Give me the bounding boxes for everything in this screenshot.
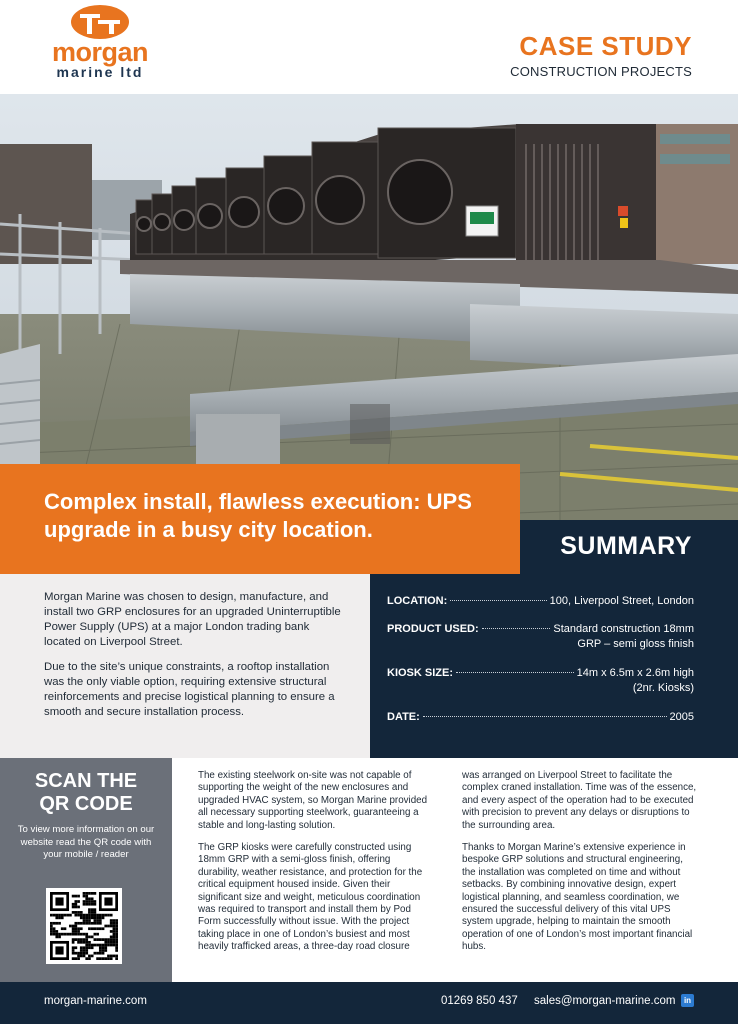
intro-paragraph-1: Morgan Marine was chosen to design, manufacture, and install two GRP enclosures for an upgraded Uninterruptible Power Supply (UPS) at a major London trading bank located on Liverpool Street.: [44, 591, 341, 648]
summary-value: 2005: [669, 711, 694, 723]
linkedin-icon[interactable]: in: [681, 994, 694, 1007]
summary-title: SUMMARY: [560, 532, 692, 560]
headline-band: [0, 464, 520, 574]
page-header: [0, 0, 738, 94]
dotted-leader: [423, 716, 667, 717]
summary-value: Standard construction 18mm: [553, 623, 694, 635]
dotted-leader: [456, 672, 574, 673]
intro-paragraph-2: Due to the site’s unique constraints, a rooftop installation was the only viable option, requiring extensive structural reinforcements and precise logistical planning to ensure a smooth and secure installation process.: [44, 661, 335, 718]
body-paragraph: Thanks to Morgan Marine’s extensive experience in bespoke GRP solutions and structural engineering, the installation was completed on time and without setbacks. By combining innovative design, expert logistical planning, and seamless coordination, we ensured the successful delivery of this vital UPS system upgrade, helping to maintain the smooth operation of one of London’s most important financial hubs.: [462, 842, 693, 953]
summary-row-kiosk-size: [387, 666, 694, 696]
headline: Complex install, flawless execution: UPS upgrade in a busy city location.: [44, 489, 472, 542]
summary-value: 14m x 6.5m x 2.6m high: [576, 667, 694, 679]
summary-row-date: [387, 710, 694, 725]
qr-title-line2: QR CODE: [39, 793, 133, 815]
body-paragraph: The existing steelwork on-site was not capable of supporting the weight of the new enclosures and upgraded HVAC system, so Morgan Marine provided all necessary supporting steelwork, guaranteeing a stable and long-lasting solution.: [198, 770, 428, 831]
qr-title: [0, 770, 172, 816]
logo-subtitle: marine ltd: [56, 64, 144, 80]
qr-code-graphic: [50, 892, 118, 960]
case-study-title: CASE STUDY: [519, 31, 692, 61]
body-paragraph: The GRP kiosks were carefully constructed using 18mm GRP with a semi-gloss finish, offering durability, weather resistance, and protection for the critical equipment housed inside. Given their significant size and weight, meticulous coordination was required to transport and install them by Pod Form successfully without issue. With the project taking place in one of London’s busiest and most heavily trafficked areas, a three-day road closure: [198, 842, 423, 953]
qr-instructions: To view more information on our website read the QR code with your mobile / reader: [17, 824, 155, 860]
intro-section: [0, 574, 370, 758]
summary-value-line2: GRP – semi gloss finish: [577, 638, 694, 650]
summary-title-box: [520, 520, 738, 574]
dotted-leader: [450, 600, 546, 601]
qr-panel: [0, 758, 172, 982]
phone-number[interactable]: 01269 850 437: [441, 995, 518, 1007]
logo-mark-icon: [70, 4, 130, 40]
summary-key: DATE:: [387, 711, 420, 723]
summary-row-location: [387, 594, 694, 609]
body-column-2: [462, 770, 698, 964]
summary-value: 100, Liverpool Street, London: [549, 595, 694, 607]
company-logo: [42, 4, 158, 84]
summary-key: PRODUCT USED:: [387, 623, 479, 635]
summary-panel: [370, 574, 738, 758]
page-footer: [0, 982, 738, 1024]
body-paragraph: was arranged on Liverpool Street to facilitate the complex craned installation. Time was of the essence, and every aspect of the operation had to be executed with precision to prevent any delays or disruptions to the surrounding area.: [462, 770, 697, 831]
qr-code-icon[interactable]: [46, 888, 122, 964]
logo-name: morgan: [51, 37, 148, 67]
dotted-leader: [482, 628, 551, 629]
website-link[interactable]: morgan-marine.com: [44, 995, 147, 1007]
summary-row-product: [387, 622, 694, 652]
qr-title-line1: SCAN THE: [34, 770, 138, 792]
summary-key: KIOSK SIZE:: [387, 667, 454, 679]
email-link[interactable]: sales@morgan-marine.com: [534, 995, 676, 1007]
summary-value-line2: (2nr. Kiosks): [632, 682, 694, 694]
case-study-subtitle: CONSTRUCTION PROJECTS: [510, 64, 692, 79]
summary-key: LOCATION:: [387, 595, 448, 607]
body-column-1: [198, 770, 434, 964]
